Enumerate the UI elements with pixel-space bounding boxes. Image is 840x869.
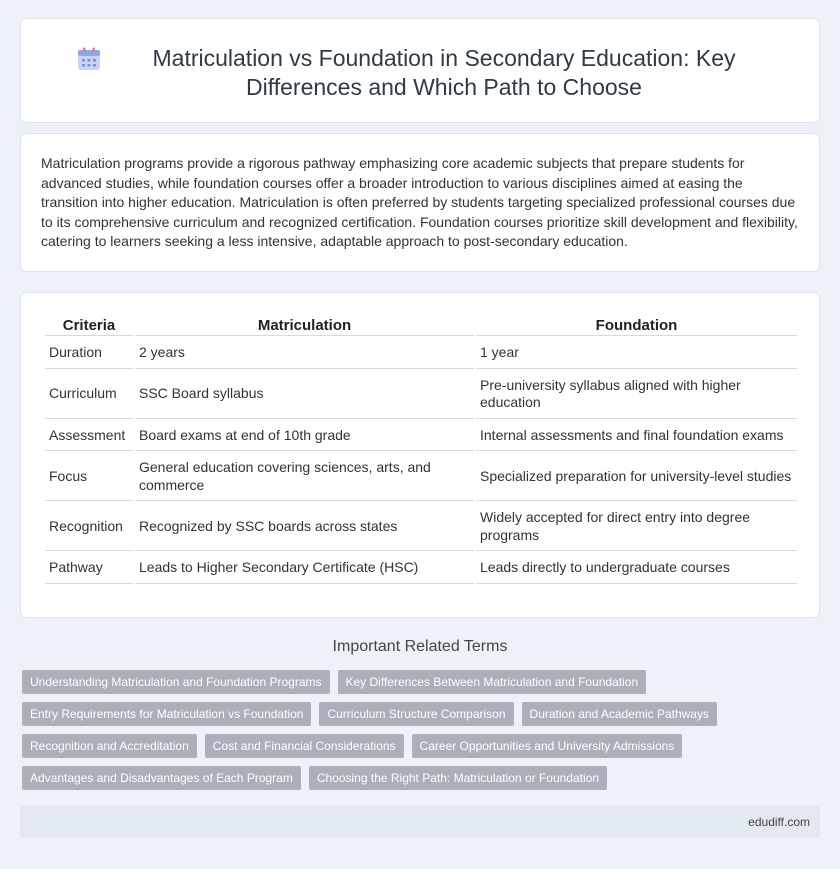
row-foundation: Leads directly to undergraduate courses (476, 553, 797, 584)
table-row (45, 371, 797, 419)
related-term-tag[interactable]: Choosing the Right Path: Matriculation or Foundation (309, 766, 607, 790)
title-row (21, 19, 819, 102)
table-row (45, 553, 797, 584)
column-header-foundation: Foundation (476, 315, 797, 336)
row-matriculation: Leads to Higher Secondary Certificate (HSC) (135, 553, 474, 584)
related-term-tag[interactable]: Recognition and Accreditation (22, 734, 197, 758)
related-term-tag[interactable]: Cost and Financial Considerations (205, 734, 404, 758)
page-title: Matriculation vs Foundation in Secondary Education: Key Differences and Which Path to Choose (152, 45, 736, 100)
related-term-tag[interactable]: Duration and Academic Pathways (522, 702, 717, 726)
row-foundation: Internal assessments and final foundation exams (476, 421, 797, 452)
row-criteria: Duration (45, 338, 133, 369)
related-term-tag[interactable]: Advantages and Disadvantages of Each Program (22, 766, 301, 790)
related-terms-title: Important Related Terms (332, 638, 508, 655)
footer (20, 806, 820, 838)
row-foundation: Widely accepted for direct entry into degree programs (476, 503, 797, 551)
table-row (45, 338, 797, 369)
table-row (45, 421, 797, 452)
row-foundation: 1 year (476, 338, 797, 369)
intro-card (20, 133, 820, 272)
table-header-row (45, 315, 797, 336)
tag-row (22, 670, 822, 694)
tag-row (22, 702, 822, 726)
row-foundation: Specialized preparation for university-level studies (476, 453, 797, 501)
related-term-tag[interactable]: Curriculum Structure Comparison (319, 702, 513, 726)
tag-row (22, 734, 822, 758)
related-term-tag[interactable]: Understanding Matriculation and Foundation Programs (22, 670, 330, 694)
row-matriculation: Recognized by SSC boards across states (135, 503, 474, 551)
row-matriculation: SSC Board syllabus (135, 371, 474, 419)
calendar-icon (76, 46, 102, 72)
row-matriculation: Board exams at end of 10th grade (135, 421, 474, 452)
header-card (20, 18, 820, 123)
comparison-table (43, 313, 799, 586)
footer-site-name[interactable]: edudiff.com (748, 815, 810, 829)
row-criteria: Curriculum (45, 371, 133, 419)
column-header-criteria: Criteria (45, 315, 133, 336)
tag-row (22, 766, 822, 790)
comparison-table-card (20, 292, 820, 618)
related-term-tag[interactable]: Career Opportunities and University Admissions (412, 734, 683, 758)
column-header-matriculation: Matriculation (135, 315, 474, 336)
row-criteria: Focus (45, 453, 133, 501)
related-term-tag[interactable]: Key Differences Between Matriculation and Foundation (338, 670, 647, 694)
row-foundation: Pre-university syllabus aligned with higher education (476, 371, 797, 419)
table-row (45, 503, 797, 551)
row-matriculation: 2 years (135, 338, 474, 369)
row-criteria: Pathway (45, 553, 133, 584)
intro-paragraph: Matriculation programs provide a rigorous pathway emphasizing core academic subjects that prepare students for advanced studies, while foundation courses offer a broader introduction to various disciplines aimed at easing the transition into higher education. Matriculation is often preferred by students targeting specialized professional courses due to its comprehensive curriculum and recognized certification. Foundation courses prioritize skill development and flexibility, catering to learners seeking a less intensive, adaptable approach to post-secondary education. (41, 155, 798, 250)
row-criteria: Recognition (45, 503, 133, 551)
row-matriculation: General education covering sciences, arts, and commerce (135, 453, 474, 501)
related-terms-list (22, 670, 822, 798)
related-term-tag[interactable]: Entry Requirements for Matriculation vs Foundation (22, 702, 311, 726)
table-row (45, 453, 797, 501)
row-criteria: Assessment (45, 421, 133, 452)
